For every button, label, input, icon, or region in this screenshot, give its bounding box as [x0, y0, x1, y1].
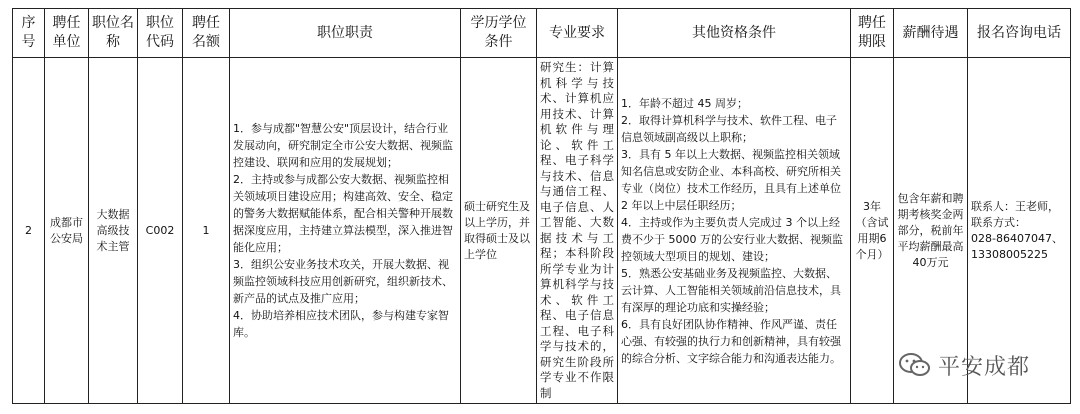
wechat-icon [898, 352, 932, 378]
major-cell: 研究生：计算机科学与技术、计算机应用技术、计算机软件与理论、软件工程、电子科学与技术、信息与通信工程、电子信息、人工智能、大数据技术与工程；本科阶段所学专业为计算机科学与技术、软件工程、电子信息工程、电子科学与技术的，研究生阶段所学专业不作限制 [537, 58, 618, 404]
quota-cell: 1 [183, 58, 230, 404]
header-cell: 学历学位条件 [461, 9, 537, 58]
duties-cell: 1．参与成都"智慧公安"顶层设计，结合行业发展动向，研究制定全市公安大数据、视频监控建设、联网和应用的发展规划； 2．主持或参与成都公安大数据、视频监控相关领域项目建设应用；构建高效、安全、稳定的警务大数据赋能体系，配合相关警种开展数据深度应用，主持建立算法模型，深入推进智能化应用； 3．组织公安业务技术攻关，开展大数据、视频监控领域科技应用创新研究，组织新技术、新产品的试点及推广应用； 4．协助培养相应技术团队，参与构建专家智库。 [230, 58, 461, 404]
unit-cell: 成都市公安局 [45, 58, 89, 404]
education-cell: 硕士研究生及以上学历，并取得硕士及以上学位 [461, 58, 537, 404]
header-cell: 聘任期限 [851, 9, 894, 58]
code-cell: C002 [138, 58, 183, 404]
position-cell: 大数据高级技术主管 [89, 58, 138, 404]
term-cell: 3年（含试用期6个月） [851, 58, 894, 404]
other-conditions-cell: 1．年龄不超过 45 周岁； 2．取得计算机科学与技术、软件工程、电子信息领域副高级以上职称； 3．具有 5 年以上大数据、视频监控相关领域知名信息或安防企业、本科高校、研究所相关专业（岗位）技术工作经历，且具有上述单位 2 年以上中层任职经历； 4．主持或作为主要负责人完成过 3 个以上经费不少于 5000 万的公安行业大数据、视频监控领域大型项目的规划、建设； 5．熟悉公安基础业务及视频监控、大数据、云计算、人工智能相关领域前沿信息技术，具有深厚的理论功底和实操经验； 6．具有良好团队协作精神、作风严谨、责任心强、有较强的执行力和创新精神，具有较强的综合分析、文字综合能力和沟通表达能力。 [618, 58, 851, 404]
salary-cell: 包含年薪和聘期考核奖金两部分，税前年平均薪酬最高40万元 [894, 58, 968, 404]
header-cell: 职位职责 [230, 9, 461, 58]
watermark [898, 348, 1030, 382]
recruitment-table [12, 8, 1071, 404]
contact-cell: 联系人：王老师， 联系方式： 028-86407047、 13308005225 [968, 58, 1071, 404]
header-cell: 聘任单位 [45, 9, 89, 58]
header-cell: 报名咨询电话 [968, 9, 1071, 58]
index-cell: 2 [13, 58, 45, 404]
header-cell: 职位代码 [138, 9, 183, 58]
header-row [13, 9, 1071, 58]
header-cell: 序号 [13, 9, 45, 58]
header-cell: 薪酬待遇 [894, 9, 968, 58]
header-cell: 其他资格条件 [618, 9, 851, 58]
watermark-text: 平安成都 [938, 354, 1031, 380]
header-cell: 聘任名额 [183, 9, 230, 58]
header-cell: 专业要求 [537, 9, 618, 58]
header-cell: 职位名称 [89, 9, 138, 58]
